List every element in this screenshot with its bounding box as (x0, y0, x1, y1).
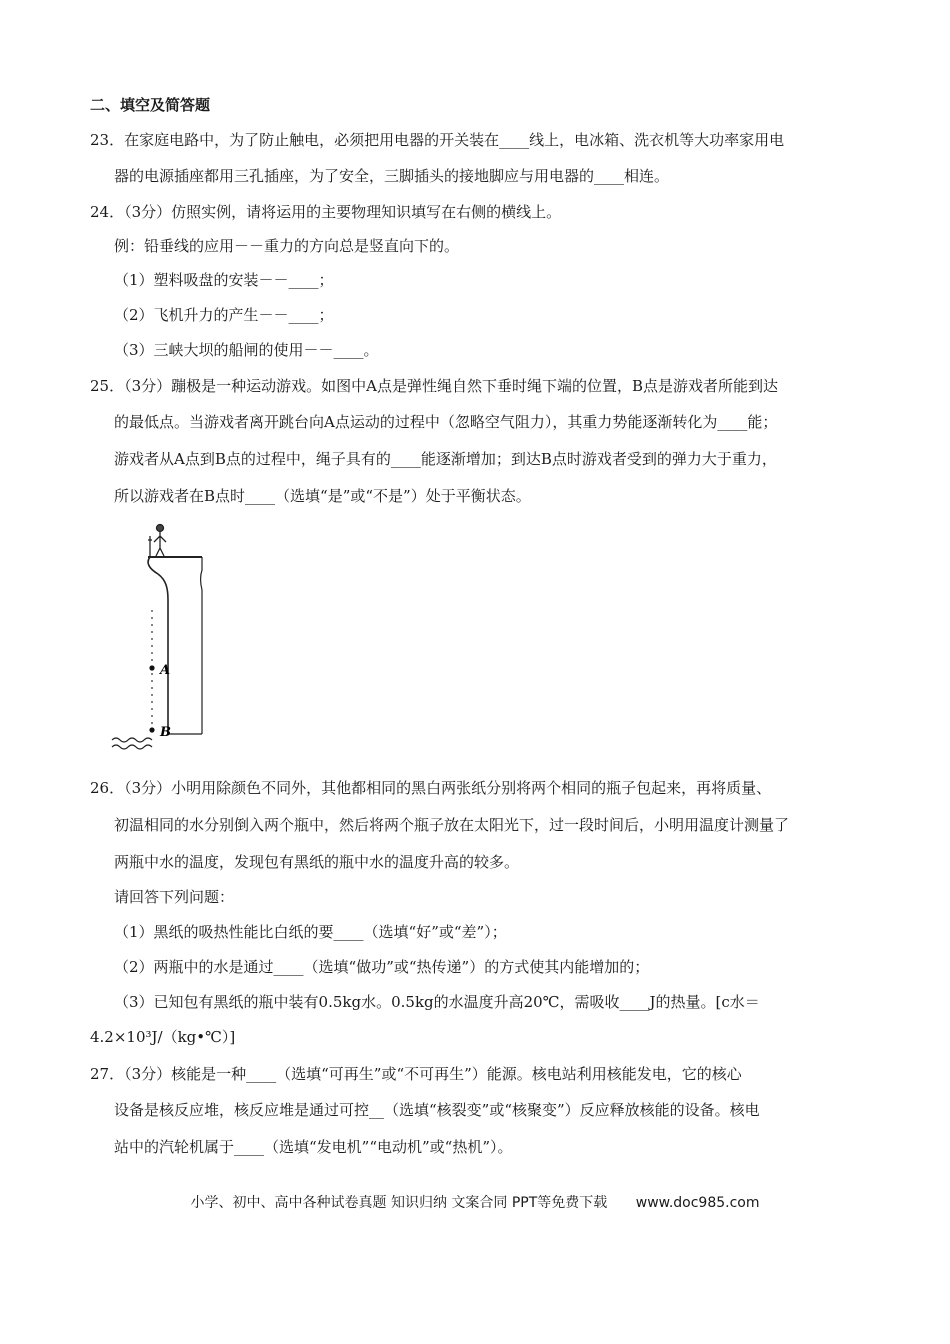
q24-item-3: （3）三峡大坝的船闸的使用－－____。 (114, 341, 379, 359)
q27-line-1: 27．（3分）核能是一种____（选填“可再生”或“不可再生”）能源。核电站利用核能发电，它的核心 (90, 1065, 742, 1083)
q26-item-3: （3）已知包有黑纸的瓶中装有0.5kg水。0.5kg的水温度升高20℃，需吸收____J的热量。[c水＝ (114, 993, 760, 1011)
q24-heading: 24．（3分）仿照实例，请将运用的主要物理知识填写在右侧的横线上。 (90, 203, 562, 221)
q24-item-1: （1）塑料吸盘的安装－－____； (114, 271, 334, 289)
q25-line-1: 25．（3分）蹦极是一种运动游戏。如图中A点是弹性绳自然下垂时绳下端的位置，B点是游戏者所能到达 (90, 377, 778, 395)
cliff-edge (148, 557, 171, 734)
q25-line-4: 所以游戏者在B点时____（选填“是”或“不是”）处于平衡状态。 (114, 487, 531, 505)
jumper-figure (148, 525, 166, 557)
point-a (149, 665, 154, 670)
q26-item-1: （1）黑纸的吸热性能比白纸的要____（选填“好”或“差”）； (114, 923, 507, 941)
water-wave-2 (112, 745, 152, 749)
footer-text: 小学、初中、高中各种试卷真题 知识归纳 文案合同 PPT等免费下载 (190, 1195, 608, 1211)
q26-item-2: （2）两瓶中的水是通过____（选填“做功”或“热传递”）的方式使其内能增加的； (114, 958, 650, 976)
section-title: 二、填空及简答题 (90, 96, 211, 114)
q25-line-2: 的最低点。当游戏者离开跳台向A点运动的过程中（忽略空气阻力），其重力势能逐渐转化为____能； (114, 413, 778, 431)
label-b: B (160, 725, 171, 740)
point-b (149, 727, 154, 732)
q23-line-2: 器的电源插座都用三孔插座，为了安全，三脚插头的接地脚应与用电器的____相连。 (114, 167, 670, 185)
q26-item-3-cont: 4.2×10³J/（kg•℃）] (90, 1028, 236, 1046)
q26-line-4: 请回答下列问题： (114, 888, 235, 906)
q25-line-3: 游戏者从A点到B点的过程中，绳子具有的____能逐渐增加；到达B点时游戏者受到的弹力大于重力， (114, 450, 777, 468)
water-wave-1 (112, 738, 152, 742)
label-a: A (160, 663, 171, 678)
q26-line-2: 初温相同的水分别倒入两个瓶中，然后将两个瓶子放在太阳光下，过一段时间后，小明用温度计测量了 (114, 816, 790, 834)
q26-line-3: 两瓶中水的温度，发现包有黑纸的瓶中水的温度升高的较多。 (114, 853, 520, 871)
bungee-diagram-svg (110, 522, 210, 758)
q24-item-2: （2）飞机升力的产生－－____； (114, 306, 334, 324)
cliff-back (201, 557, 203, 734)
footer-url[interactable]: www.doc985.com (635, 1195, 760, 1211)
q23-line-1: 23．在家庭电路中，为了防止触电，必须把用电器的开关装在____线上，电冰箱、洗衣机等大功率家用电 (90, 131, 785, 149)
q26-line-1: 26．（3分）小明用除颜色不同外，其他都相同的黑白两张纸分别将两个相同的瓶子包起来，再将质量、 (90, 779, 772, 797)
bungee-diagram (110, 522, 210, 758)
q27-line-3: 站中的汽轮机属于____（选填“发电机”“电动机”或“热机”）。 (114, 1138, 513, 1156)
page-footer (0, 1192, 950, 1212)
q27-line-2: 设备是核反应堆，核反应堆是通过可控__（选填“核裂变”或“核聚变”）反应释放核能的设备。核电 (114, 1101, 760, 1119)
q24-example: 例：铅垂线的应用－－重力的方向总是竖直向下的。 (114, 237, 460, 255)
